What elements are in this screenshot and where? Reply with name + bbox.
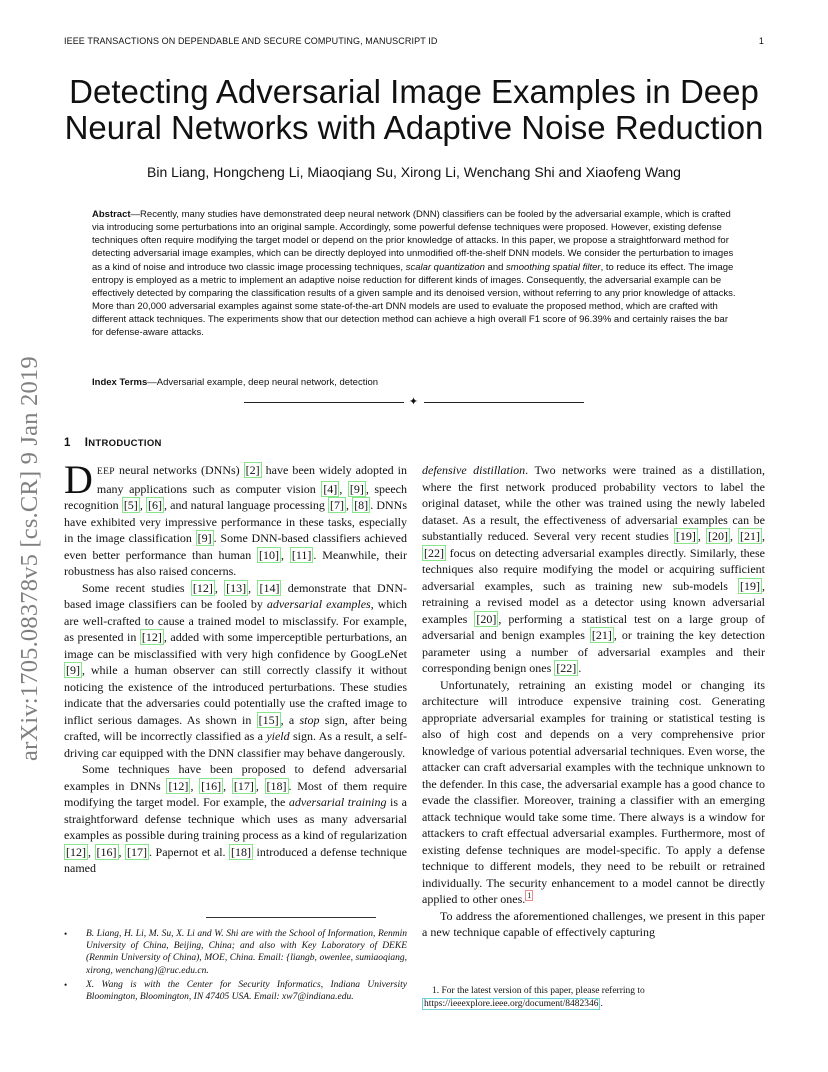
citation-link[interactable]: [5]: [123, 498, 138, 512]
citation-link[interactable]: [17]: [233, 778, 254, 793]
text: Unfortunately, retraining an existing model or changing its architecture will introduce expensive training cost. Generating appropriate adversarial examples for training or statistical testing is also of high cost and depends on a very comprehensive prior knowledge of various potential adversarial techniques. Even worse, the attacker can craft adversarial examples with the technique unknown to the defender. In this case, the adversarial example has a good chance to evade the classifier. Moreover, training a classifier with an emerging attack technique would take some time. There always is a window for attackers to craft effectual adversarial examples. Furthermore, most of existing defense techniques are model-specific. To apply a defense technique to different models, they need to be rebuilt or retrained individually. The security enhancement to a model cannot be directly applied to other ones.: [422, 677, 765, 906]
journal-name: IEEE TRANSACTIONS ON DEPENDABLE AND SECURE COMPUTING, MANUSCRIPT ID: [64, 36, 438, 46]
emphasis: stop: [299, 712, 320, 727]
citation-link[interactable]: [17]: [127, 844, 148, 859]
text: focus on detecting adversarial examples directly. Similarly, these techniques also require modifying the model or acquiring sufficient adversarial examples, such as training new sub-models: [422, 545, 765, 593]
citation-link[interactable]: [19]: [675, 529, 696, 543]
citation-link[interactable]: [2]: [245, 463, 260, 477]
text: , and natural language processing: [163, 498, 329, 512]
text: sign, after being crafted, will be incorrectly classified as a: [64, 712, 407, 743]
text: . Most of them require modifying the target model. For example, the: [64, 778, 407, 809]
citation-link[interactable]: [18]: [266, 778, 287, 793]
abstract-term: smoothing spatial filter: [506, 261, 601, 273]
text: neural networks (DNNs): [114, 463, 244, 477]
text: , added with some imperceptible perturbations, an image can be misclassified with very high confidence by GoogLeNet: [64, 630, 408, 661]
citation-link[interactable]: [16]: [201, 778, 222, 793]
text: introduced a defense technique named: [64, 844, 408, 875]
affiliation-text: B. Liang, H. Li, M. Su, X. Li and W. Shi are with the School of Information, Renmin University of China, Beijing, China; and also with Key Laboratory of DEKE (Renmin University of China), MOE, China. Email: {liangb, owenlee, sumiaoqiang, xirong, wenchang}@ruc.edu.cn.: [86, 929, 407, 976]
emphasis: defensive distillation: [422, 463, 526, 477]
diamond-icon: ✦: [408, 396, 419, 408]
text: , retraining a revised model as a detector using known adversarial examples: [422, 578, 765, 626]
affiliation-note: [64, 928, 407, 977]
citation-link[interactable]: [21]: [591, 628, 612, 642]
text: , a: [280, 712, 300, 727]
text: . DNNs have exhibited very impressive performance in these tasks, especially in the image classification: [64, 498, 408, 545]
citation-link[interactable]: [12]: [141, 630, 162, 644]
footnote-rule: [206, 917, 376, 918]
paragraph: [422, 462, 765, 677]
paragraph: [422, 908, 765, 941]
abstract-text: , to reduce its effect. The image entropy is employed as a metric to implement an adaptive noise reduction for different kinds of images. Consequently, the adversarial example can be effectively detected by comparing the classification results of a given sample and its denoised version, without referring to any prior knowledge of attacks. More than 20,000 adversarial examples against some state-of-the-art DNN models are used to evaluate the proposed method, which are crafted with different attack techniques. The experiments show that our detection method can achieve a high overall F1 score of 96.39% and certainly raises the bar for defense-aware attacks.: [92, 261, 736, 339]
text: ,: [729, 529, 739, 543]
abstract-text: —Recently, many studies have demonstrated deep neural network (DNN) classifiers can be fooled by the adversarial example, which is crafted via introducing some perturbations into an original sample. Accordingly, some powerful defense techniques were proposed. However, existing defense techniques often require modifying the target model or depend on the prior knowledge of attacks. In this paper, we propose a straightforward method for detecting adversarial image examples, which can be directly deployed into unmodified off-the-shelf DNN models. We consider the perturbation to images as a kind of noise and introduce two classic image processing techniques,: [92, 209, 734, 273]
text: ,: [118, 844, 126, 859]
citation-link[interactable]: [21]: [740, 529, 761, 543]
citation-link[interactable]: [11]: [291, 547, 312, 562]
bullet-icon: •: [64, 929, 68, 939]
text: , while a human observer can still correctly classify it without noticing the existence of the introduced perturbations. These studies indicate that the adversaries could potentially use the crafted image to inflict serious damages. As shown in: [64, 663, 407, 727]
paragraph: [64, 761, 407, 877]
affiliation-note: [64, 979, 407, 1003]
footnote-marker[interactable]: 1: [527, 891, 532, 900]
text: ,: [139, 498, 146, 512]
citation-link[interactable]: [14]: [259, 580, 280, 595]
citation-link[interactable]: [12]: [66, 844, 86, 859]
text: demonstrate that DNN-based image classifiers can be fooled by: [64, 580, 407, 611]
citation-link[interactable]: [10]: [259, 547, 280, 562]
text: ,: [762, 529, 766, 543]
text: , performing a statistical test on a large group of adversarial and benign examples: [422, 611, 765, 642]
lead-word: EEP: [96, 467, 115, 477]
text: ,: [255, 778, 265, 793]
text: .: [578, 661, 582, 675]
citation-link[interactable]: [9]: [66, 663, 80, 677]
text: is a straightforward defense technique which uses as many adversarial examples as possible during training process as a kind of regularization: [64, 795, 407, 842]
text: , which are well-crafted to cause a trained model to misclassify. For example, as presented in: [64, 597, 407, 644]
text: sign. As a result, a self-driving car equipped with the DNN classifier may behave dangerously.: [64, 729, 408, 760]
citation-link[interactable]: [20]: [476, 611, 497, 626]
text: . Papernot et al.: [149, 844, 230, 859]
footnote-text: .: [600, 998, 603, 1009]
text: . Meanwhile, their robustness has also raised concerns.: [64, 547, 407, 578]
section-heading: [64, 437, 404, 449]
arxiv-identifier-stamp: arXiv:1705.08378v5 [cs.CR] 9 Jan 2019: [16, 356, 43, 761]
drop-cap: D: [64, 457, 93, 502]
paper-title: Detecting Adversarial Image Examples in Deep Neural Networks with Adaptive Noise Reduction: [64, 73, 764, 146]
emphasis: yield: [266, 729, 290, 743]
page-number: 1: [758, 36, 764, 46]
index-terms-text: —Adversarial example, deep neural network, detection: [147, 377, 379, 388]
author-list: Bin Liang, Hongcheng Li, Miaoqiang Su, Xirong Li, Wenchang Shi and Xiaofeng Wang: [147, 164, 681, 180]
running-head: [64, 36, 764, 50]
text: . Two networks were trained as a distillation, where the first network produced probability vectors to label the original dataset, while the other was trained using the newly labeled dataset. As a result, the effectiveness of adversarial examples can be substantially reduced. Several very recent studies: [422, 463, 765, 543]
paragraph: [422, 677, 765, 908]
affiliation-footnotes: [64, 928, 407, 1005]
text: Some techniques have been proposed to defend adversarial examples in DNNs: [64, 762, 407, 793]
text: ,: [190, 778, 200, 793]
emphasis: adversarial examples: [266, 597, 371, 611]
citation-link[interactable]: [18]: [231, 844, 252, 859]
text: . Some DNN-based classifiers achieved even better performance than human: [64, 531, 407, 562]
footnote-text: 1. For the latest version of this paper, please referring to: [432, 986, 645, 996]
text: ,: [339, 481, 348, 496]
text: To address the aforementioned challenges, we present in this paper a new technique capable of effectively capturing: [422, 908, 765, 939]
citation-link[interactable]: [8]: [354, 498, 369, 512]
text: , speech recognition: [64, 481, 408, 512]
abstract-term: scalar quantization: [405, 261, 485, 273]
abstract-text: and: [484, 261, 507, 273]
section-title-initial: I: [84, 437, 89, 449]
index-terms-label: Index Terms: [92, 377, 148, 388]
text: have been widely adopted in many applications such as computer vision: [96, 463, 407, 496]
citation-link[interactable]: [6]: [147, 498, 162, 512]
citation-link[interactable]: [16]: [96, 844, 117, 859]
citation-link[interactable]: [22]: [424, 545, 444, 560]
section-number: 1: [64, 437, 71, 449]
version-footnote: [422, 985, 765, 1010]
citation-link[interactable]: [4]: [323, 481, 338, 496]
section-title-rest: NTRODUCTION: [88, 438, 162, 449]
ieee-link[interactable]: https://ieeexplore.ieee.org/document/8482346: [424, 998, 599, 1009]
citation-link[interactable]: [20]: [707, 529, 728, 543]
citation-link[interactable]: [19]: [740, 578, 760, 593]
separator-line: [244, 402, 404, 403]
citation-link[interactable]: [12]: [192, 580, 213, 595]
text: ,: [214, 580, 225, 595]
text: Some recent studies: [82, 580, 191, 595]
abstract-label: Abstract: [92, 209, 131, 220]
right-column: [422, 462, 765, 974]
index-terms: [92, 376, 738, 389]
text: ,: [88, 844, 95, 859]
emphasis: adversarial training: [288, 795, 387, 809]
paragraph: [64, 457, 408, 580]
citation-link[interactable]: [22]: [556, 661, 577, 675]
text: ,: [281, 547, 290, 562]
separator-line: [424, 402, 584, 403]
affiliation-text: X. Wang is with the Center for Security Informatics, Indiana University Bloomington, Bloomington, IN 47405 USA. Email: xw7@indiana.edu.: [86, 979, 407, 1003]
citation-link[interactable]: [15]: [258, 712, 279, 727]
paragraph: [64, 580, 407, 762]
text: ,: [697, 529, 706, 543]
text: , or training the key detection parameter using a number of adversarial examples and their corresponding benign ones: [422, 628, 766, 675]
text: ,: [248, 580, 258, 595]
citation-link[interactable]: [9]: [197, 531, 212, 545]
citation-link[interactable]: [12]: [168, 778, 189, 793]
citation-link[interactable]: [7]: [330, 498, 345, 512]
text: ,: [223, 778, 232, 793]
left-column: [64, 457, 408, 908]
citation-link[interactable]: [13]: [226, 580, 247, 595]
citation-link[interactable]: [9]: [349, 481, 364, 496]
bullet-icon: •: [64, 979, 68, 990]
section-separator: [244, 396, 584, 408]
text: ,: [346, 498, 353, 512]
abstract: [92, 208, 738, 340]
